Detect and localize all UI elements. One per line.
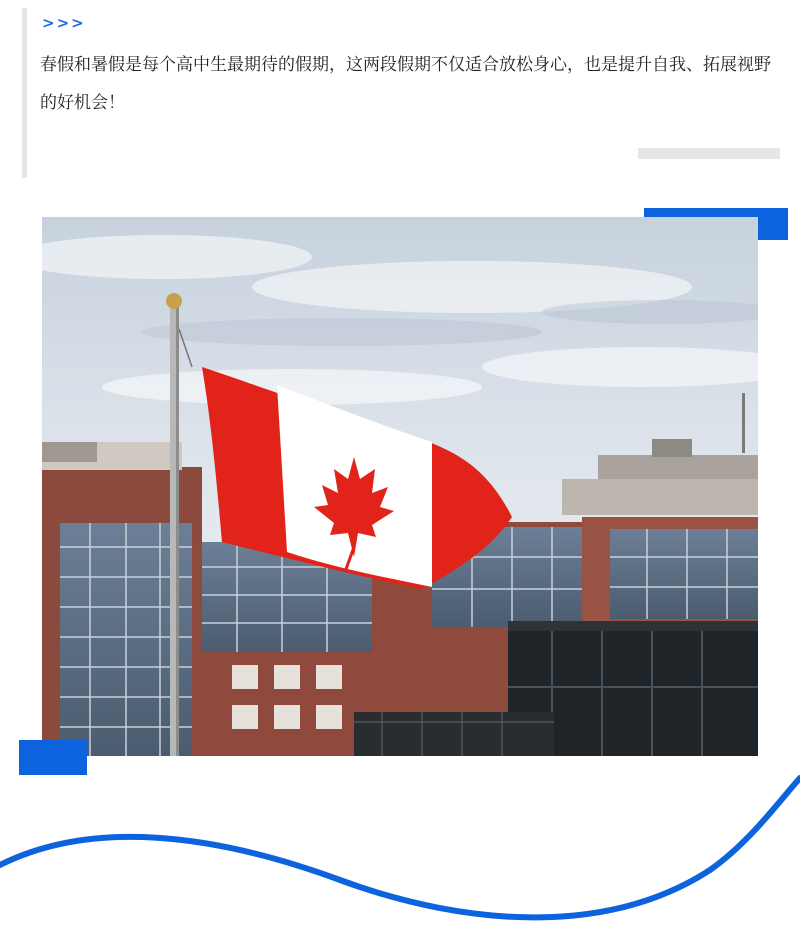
chevrons-icon: >>> [42,14,86,32]
blue-wave-decoration [0,760,800,933]
photo-illustration [42,217,758,756]
intro-block [22,8,782,178]
canadian-flag-photo [42,217,758,756]
gray-accent-bar [638,148,780,159]
intro-paragraph: 春假和暑假是每个高中生最期待的假期，这两段假期不仅适合放松身心，也是提升自我、拓展视野的好机会！ [40,55,771,113]
left-rule [22,8,27,178]
